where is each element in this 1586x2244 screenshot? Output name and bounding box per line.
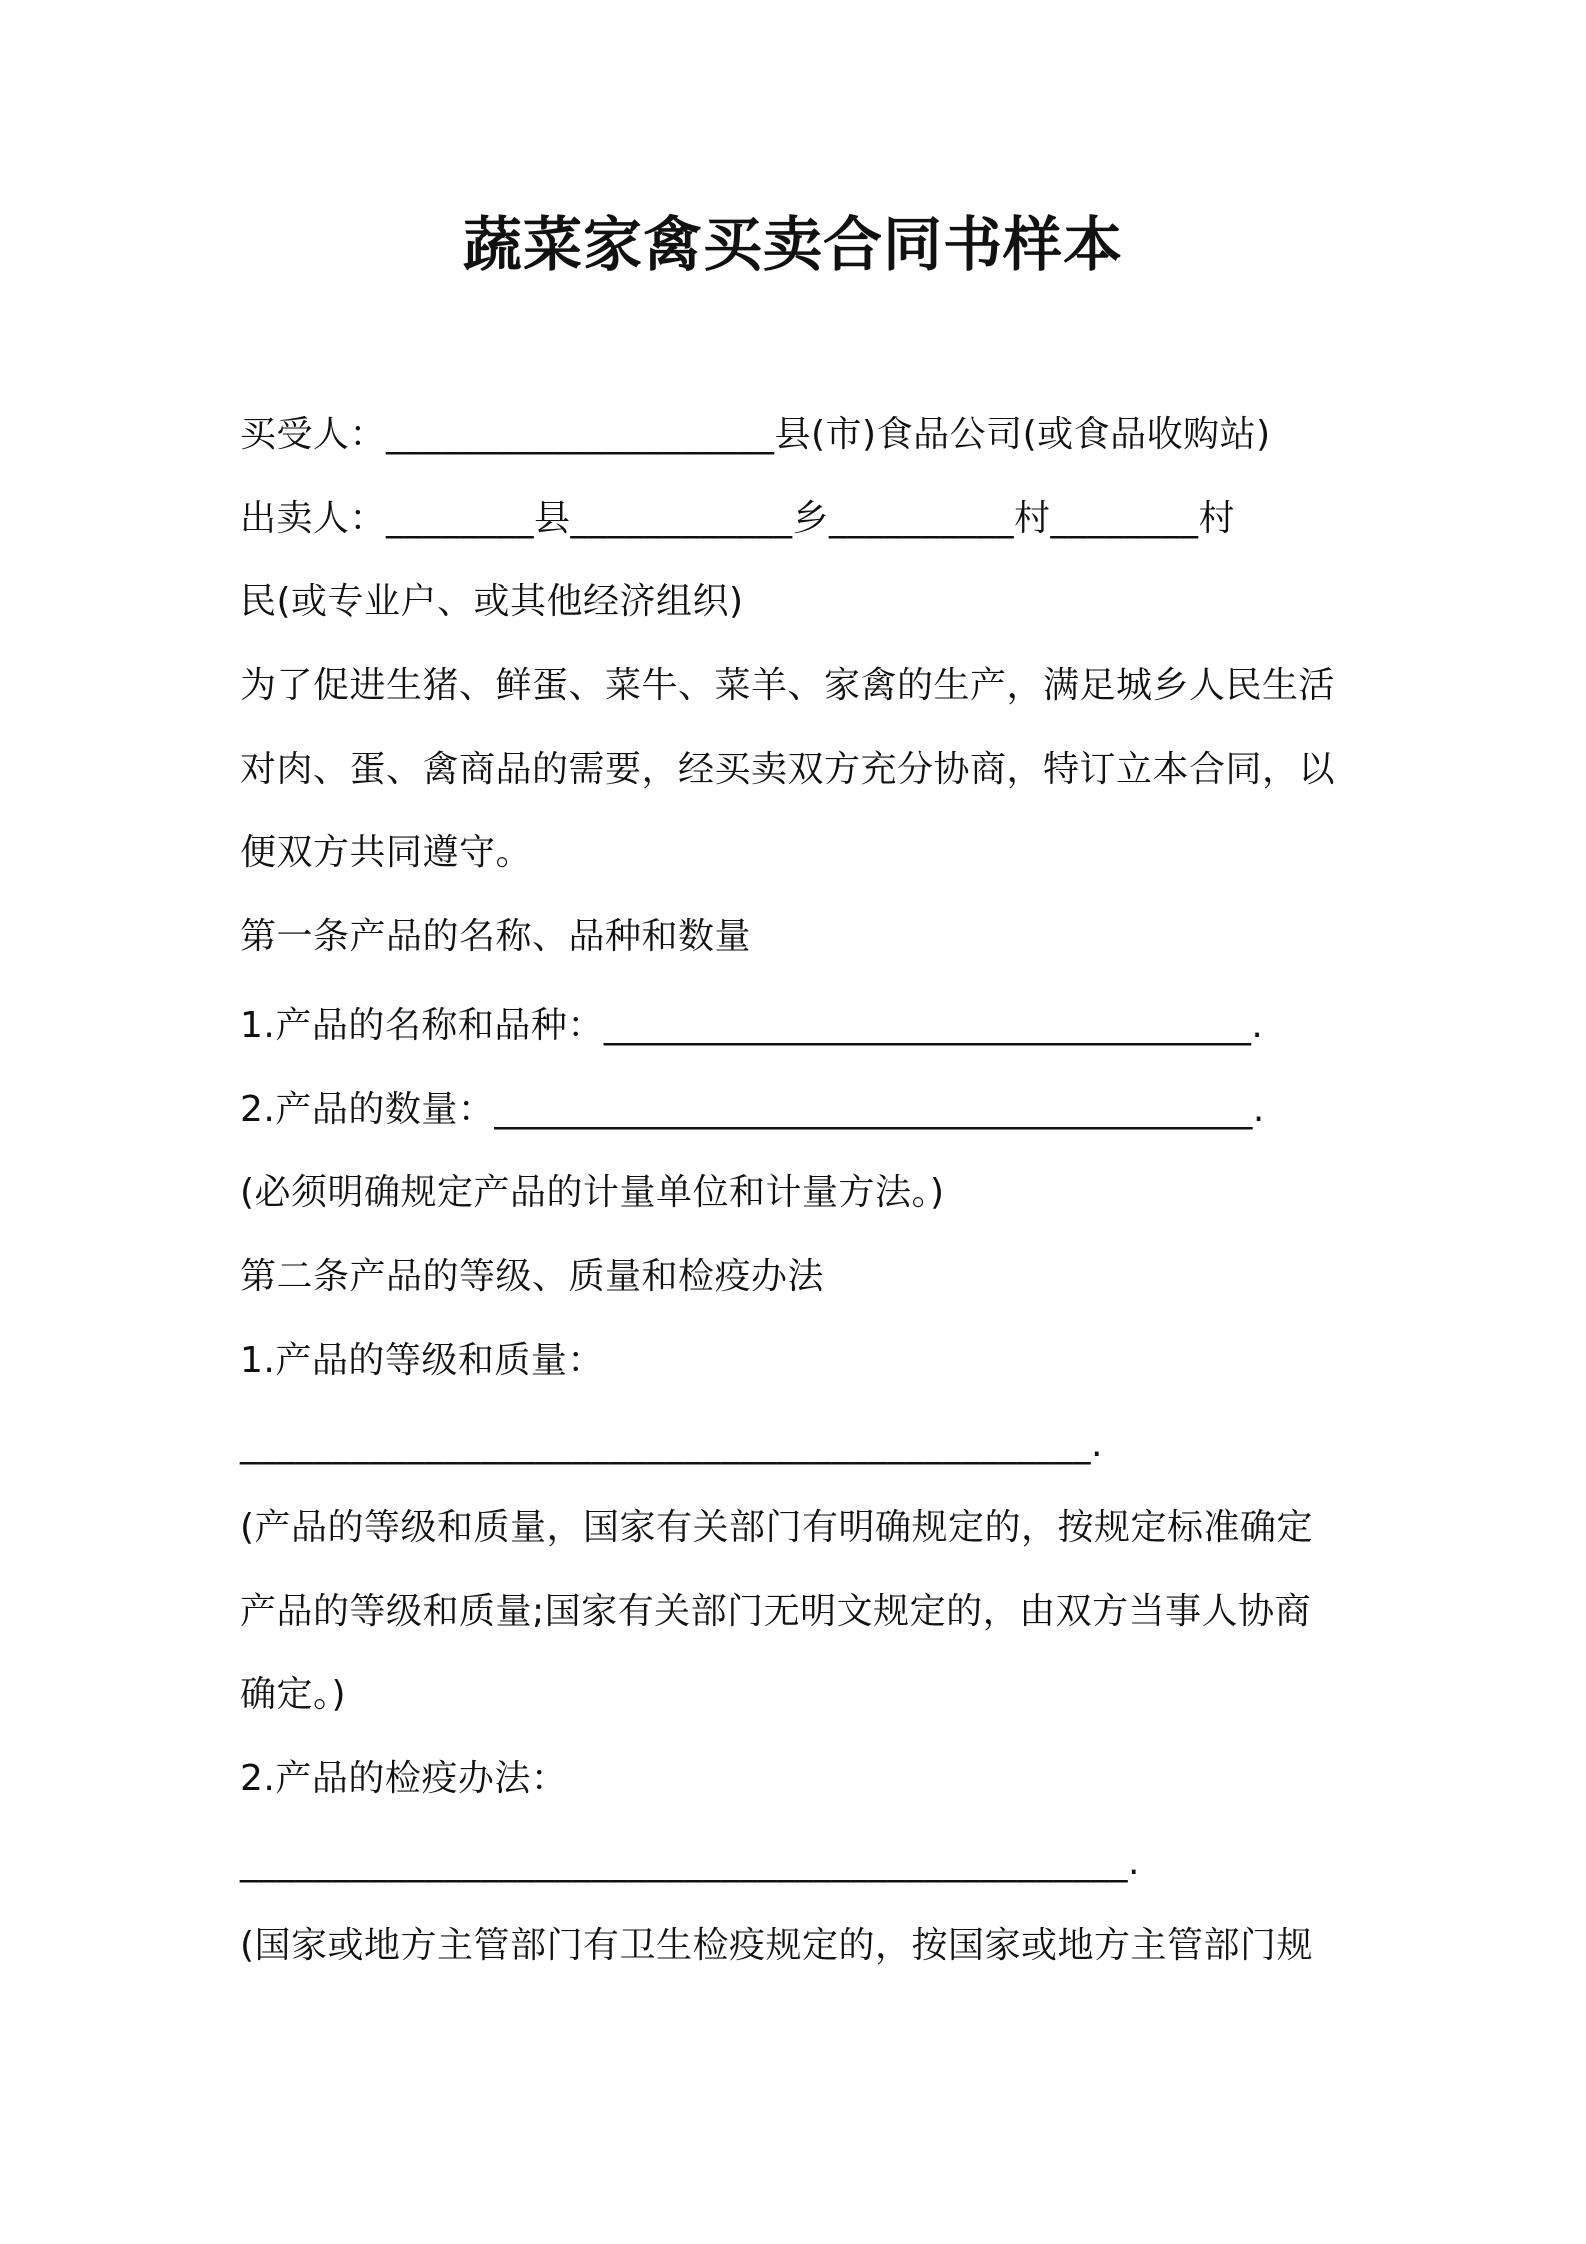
- article-1-heading: 第一条产品的名称、品种和数量: [240, 916, 752, 957]
- article-2-item-1: 1.产品的等级和质量：: [240, 1340, 604, 1381]
- article-2-heading: 第二条产品的等级、质量和检疫办法: [240, 1256, 825, 1297]
- article-2-item-1-blank: ______________________________________________.: [240, 1424, 1103, 1465]
- article-1-item-1: 1.产品的名称和品种：___________________________________.: [240, 1005, 1264, 1046]
- article-1-item-2: 2.产品的数量：_________________________________________.: [240, 1089, 1265, 1130]
- article-2-note-line-3: 确定。): [240, 1674, 347, 1715]
- preamble-line-1: 为了促进生猪、鲜蛋、菜牛、菜羊、家禽的生产，满足城乡人民生活: [240, 665, 1336, 706]
- buyer-line: 买受人：_____________________县(市)食品公司(或食品收购站): [240, 414, 1271, 455]
- preamble-line-2: 对肉、蛋、禽商品的需要，经买卖双方充分协商，特订立本合同，以: [240, 749, 1336, 790]
- article-2-note-line-2: 产品的等级和质量;国家有关部门无明文规定的，由双方当事人协商: [240, 1591, 1312, 1632]
- article-1-note: (必须明确规定产品的计量单位和计量方法。): [240, 1172, 945, 1213]
- preamble-line-3: 便双方共同遵守。: [240, 832, 533, 873]
- article-2-item-2: 2.产品的检疫办法：: [240, 1758, 568, 1799]
- seller-line-cont: 民(或专业户、或其他经济组织): [240, 581, 744, 622]
- document-title: 蔬菜家禽买卖合同书样本: [462, 210, 1123, 279]
- article-2-item-2-blank: ________________________________________________.: [240, 1842, 1140, 1883]
- article-2-note-2-line-1: (国家或地方主管部门有卫生检疫规定的，按国家或地方主管部门规: [240, 1925, 1314, 1966]
- seller-line: 出卖人：________县____________乡__________村________村: [240, 498, 1236, 539]
- article-2-note-line-1: (产品的等级和质量，国家有关部门有明确规定的，按规定标准确定: [240, 1507, 1314, 1548]
